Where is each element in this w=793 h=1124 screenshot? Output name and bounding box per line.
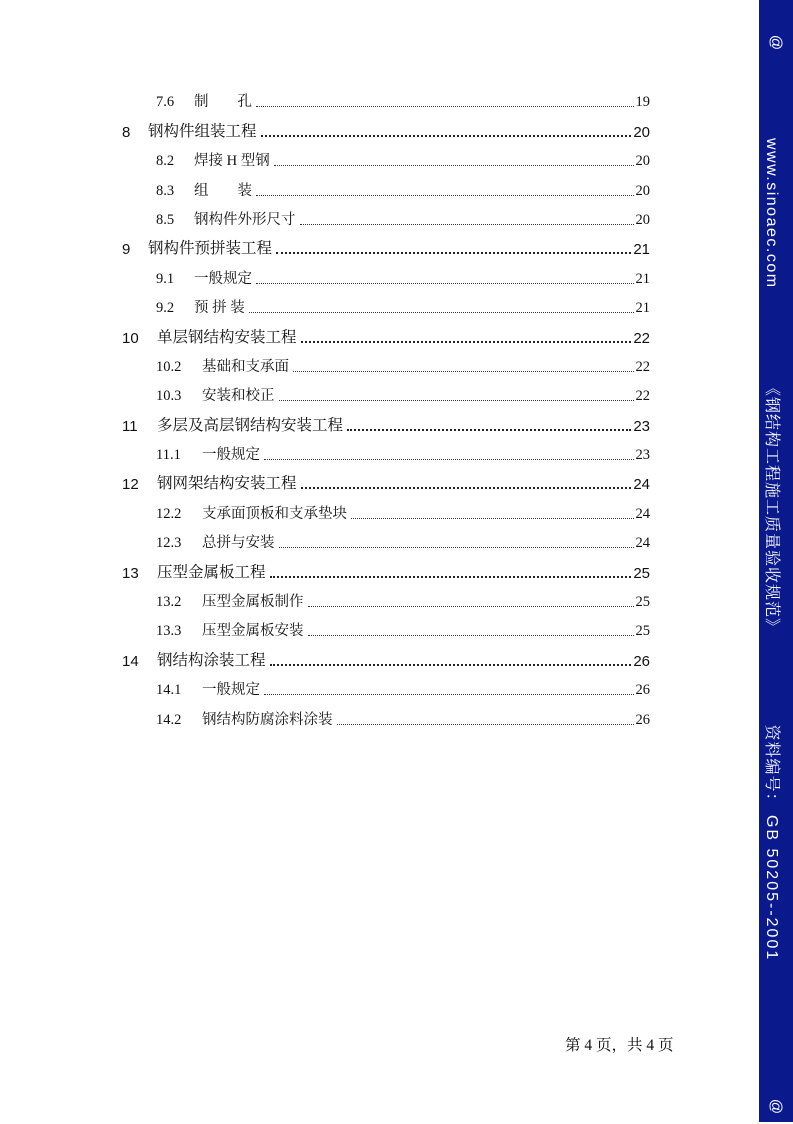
toc-page-number: 22 (635, 358, 650, 375)
toc-number: 8.5 (156, 211, 175, 228)
toc-title: 单层钢结构安装工程 (157, 328, 297, 346)
toc-chapter-row[interactable] (122, 646, 650, 675)
toc-dot-leader (264, 694, 634, 695)
toc-section-row[interactable] (122, 147, 650, 176)
site-url: www.sinoaec.com (763, 138, 780, 289)
toc-dot-leader (300, 224, 634, 225)
toc-title: 钢构件外形尺寸 (194, 211, 296, 228)
toc-dot-leader (337, 724, 634, 725)
toc-chapter-row[interactable] (122, 323, 650, 352)
toc-title: 支承面顶板和支承垫块 (202, 505, 347, 522)
toc-dot-leader (293, 371, 634, 372)
toc-dot-leader (351, 518, 634, 519)
toc-number: 14.2 (156, 711, 182, 728)
toc-page-number: 23 (635, 447, 650, 464)
toc-title: 多层及高层钢结构安装工程 (157, 416, 344, 434)
toc-dot-leader (279, 547, 634, 548)
side-banner-text (762, 138, 785, 962)
toc-title: 一般规定 (202, 682, 260, 699)
toc-page-number: 25 (635, 623, 650, 640)
toc-section-row[interactable] (122, 294, 650, 323)
toc-section-row[interactable] (122, 676, 650, 705)
toc-number: 7.6 (156, 94, 175, 111)
toc-title: 钢构件预拼装工程 (148, 240, 273, 258)
toc-number: 11 (122, 417, 138, 435)
toc-page-number: 25 (635, 594, 650, 611)
toc-number: 13 (122, 564, 139, 582)
toc-number: 12.2 (156, 505, 182, 522)
toc-page-number: 20 (635, 153, 650, 170)
toc-dot-leader (279, 400, 634, 401)
standard-title: 《钢结构工程施工质量验收规范》 (763, 380, 780, 636)
toc-number: 9.1 (156, 270, 175, 287)
toc-dot-leader (270, 576, 632, 578)
toc-number: 12 (122, 476, 139, 494)
toc-page-number: 26 (635, 711, 650, 728)
toc-section-row[interactable] (122, 176, 650, 205)
toc-chapter-row[interactable] (122, 235, 650, 264)
toc-number: 9 (122, 241, 131, 259)
toc-number: 12.3 (156, 535, 182, 552)
toc-dot-leader (261, 135, 632, 137)
toc-title: 钢构件组装工程 (148, 122, 257, 140)
toc-number: 10 (122, 329, 139, 347)
toc-title: 钢网架结构安装工程 (157, 475, 297, 493)
toc-section-row[interactable] (122, 617, 650, 646)
toc-page-number: 22 (635, 388, 650, 405)
toc-dot-leader (249, 312, 634, 313)
toc-page-number: 24 (635, 535, 650, 552)
toc-chapter-row[interactable] (122, 558, 650, 587)
toc-page-number: 26 (635, 682, 650, 699)
toc-title: 压型金属板工程 (157, 563, 266, 581)
toc-dot-leader (308, 635, 634, 636)
toc-page-number: 20 (635, 211, 650, 228)
toc-number: 13.2 (156, 594, 182, 611)
toc-section-row[interactable] (122, 705, 650, 734)
toc-number: 10.2 (156, 358, 182, 375)
toc-dot-leader (256, 106, 634, 107)
toc-title: 一般规定 (202, 447, 260, 464)
toc-dot-leader (256, 283, 634, 284)
toc-number: 14.1 (156, 682, 182, 699)
toc-page-number: 20 (633, 123, 650, 141)
table-of-contents (122, 88, 650, 735)
toc-section-row[interactable] (122, 529, 650, 558)
toc-dot-leader (301, 487, 632, 489)
toc-title: 钢结构涂装工程 (157, 651, 266, 669)
toc-title: 总拼与安装 (202, 535, 275, 552)
at-symbol-top: @ (767, 34, 785, 51)
toc-page-number: 24 (633, 476, 650, 494)
toc-page-number: 26 (633, 652, 650, 670)
toc-title: 制 孔 (194, 94, 252, 111)
toc-title: 压型金属板安装 (202, 623, 304, 640)
side-banner (759, 0, 793, 1122)
toc-page-number: 25 (633, 564, 650, 582)
toc-section-row[interactable] (122, 441, 650, 470)
toc-section-row[interactable] (122, 499, 650, 528)
toc-title: 组 装 (194, 182, 252, 199)
toc-title: 基础和支承面 (202, 358, 289, 375)
page-footer: 第 4 页，共 4 页 (565, 1037, 674, 1054)
document-code: GB 50205--2001 (763, 814, 780, 962)
toc-title: 预 拼 装 (194, 300, 245, 317)
toc-page-number: 20 (635, 182, 650, 199)
toc-title: 一般规定 (194, 270, 252, 287)
toc-title: 焊接 H 型钢 (194, 153, 270, 170)
toc-number: 13.3 (156, 623, 182, 640)
toc-section-row[interactable] (122, 206, 650, 235)
toc-number: 8.2 (156, 153, 175, 170)
toc-section-row[interactable] (122, 88, 650, 117)
toc-title: 安装和校正 (202, 388, 275, 405)
toc-section-row[interactable] (122, 382, 650, 411)
toc-chapter-row[interactable] (122, 117, 650, 146)
toc-title: 压型金属板制作 (202, 594, 304, 611)
toc-number: 10.3 (156, 388, 182, 405)
toc-page-number: 21 (635, 300, 650, 317)
toc-dot-leader (276, 252, 631, 254)
toc-chapter-row[interactable] (122, 411, 650, 440)
toc-chapter-row[interactable] (122, 470, 650, 499)
at-symbol-bottom: @ (767, 1098, 785, 1115)
toc-dot-leader (274, 165, 634, 166)
toc-page-number: 21 (633, 241, 650, 259)
toc-number: 11.1 (156, 447, 181, 464)
toc-dot-leader (256, 195, 634, 196)
toc-dot-leader (308, 606, 634, 607)
toc-page-number: 23 (633, 417, 650, 435)
toc-dot-leader (264, 459, 634, 460)
toc-number: 8.3 (156, 182, 175, 199)
toc-section-row[interactable] (122, 353, 650, 382)
toc-number: 8 (122, 123, 131, 141)
toc-title: 钢结构防腐涂料涂装 (202, 711, 333, 728)
toc-page-number: 19 (635, 94, 650, 111)
toc-section-row[interactable] (122, 588, 650, 617)
toc-page-number: 24 (635, 505, 650, 522)
toc-number: 9.2 (156, 300, 175, 317)
toc-dot-leader (347, 429, 631, 431)
toc-dot-leader (270, 664, 632, 666)
toc-section-row[interactable] (122, 264, 650, 293)
toc-page-number: 21 (635, 270, 650, 287)
toc-page-number: 22 (633, 329, 650, 347)
document-id-label: 资料编号： (763, 724, 780, 810)
toc-dot-leader (301, 341, 632, 343)
toc-number: 14 (122, 652, 139, 670)
